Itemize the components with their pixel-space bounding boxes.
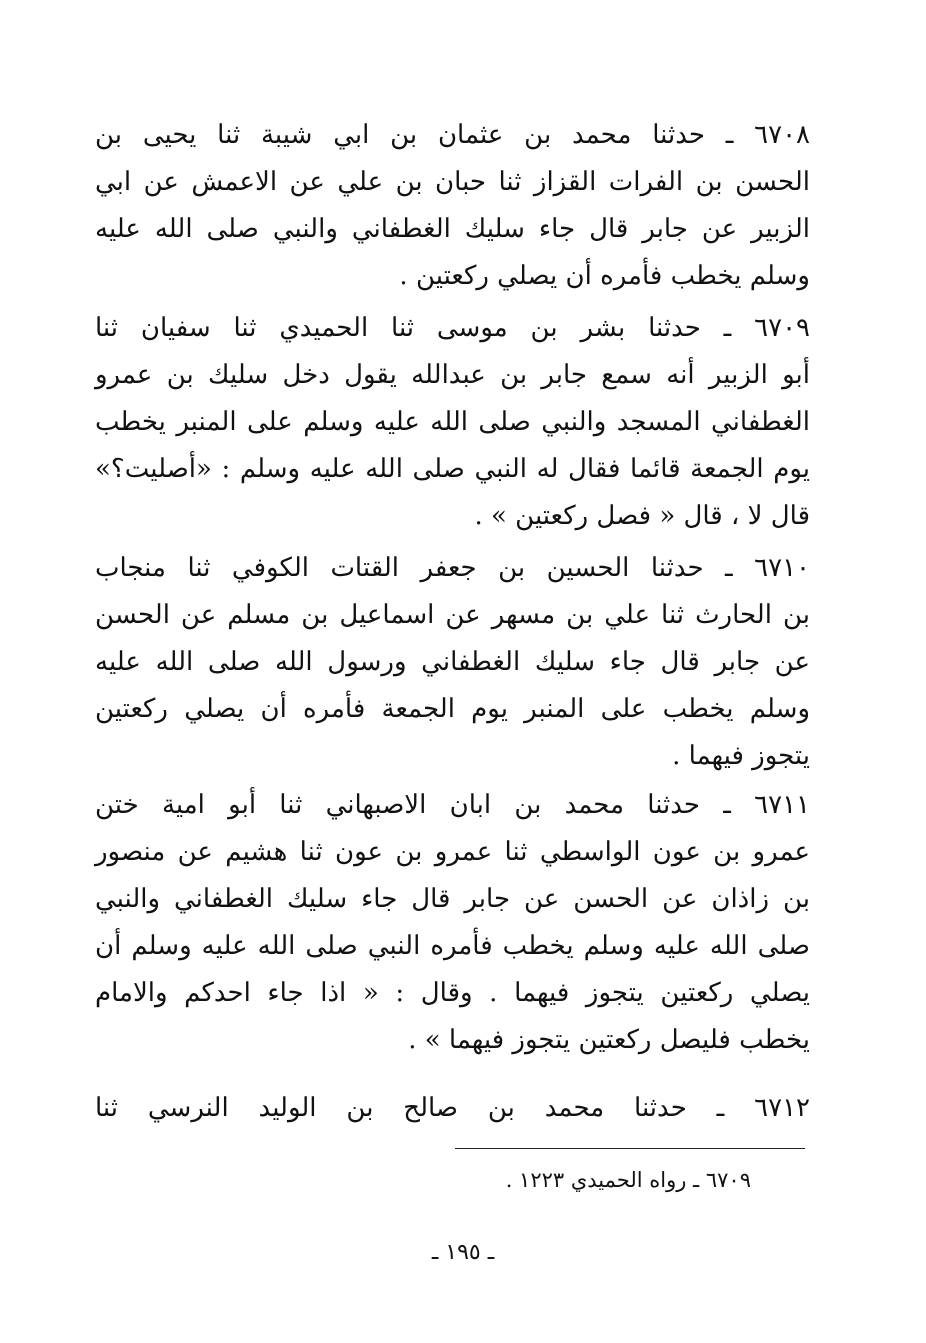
text-line: الحسن بن الفرات القزاز ثنا حبان بن علي عن الاعمش عن ابي xyxy=(95,167,810,197)
hadith-6711 xyxy=(95,782,810,1064)
hadith-6712 xyxy=(95,1085,810,1132)
text-line: وسلم يخطب على المنبر يوم الجمعة فأمره أن يصلي ركعتين xyxy=(95,694,810,724)
text-line: ٦٧٠٩ ـ حدثنا بشر بن موسى ثنا الحميدي ثنا سفيان ثنا xyxy=(95,313,810,343)
text-line: ٦٧١١ ـ حدثنا محمد بن ابان الاصبهاني ثنا أبو امية ختن xyxy=(95,790,810,820)
hadith-6710 xyxy=(95,545,810,780)
text-line: يتجوز فيهما . xyxy=(672,741,810,771)
text-line: الغطفاني المسجد والنبي صلى الله عليه وسلم على المنبر يخطب xyxy=(95,407,810,437)
hadith-6708 xyxy=(95,112,810,300)
text-line: عن جابر قال جاء سليك الغطفاني ورسول الله صلى الله عليه xyxy=(95,647,810,677)
text-line: ٦٧٠٨ ـ حدثنا محمد بن عثمان بن ابي شيبة ثنا يحيى بن xyxy=(95,120,810,150)
text-line: وسلم يخطب فأمره أن يصلي ركعتين . xyxy=(399,261,810,291)
text-line: ٦٧١٠ ـ حدثنا الحسين بن جعفر القتات الكوفي ثنا منجاب xyxy=(95,553,810,583)
text-line: عمرو بن عون الواسطي ثنا عمرو بن عون ثنا هشيم عن منصور xyxy=(95,837,810,867)
page-number: ـ ١٩٥ ـ xyxy=(431,1240,495,1265)
text-line: يصلي ركعتين يتجوز فيهما . وقال : « اذا جاء احدكم والامام xyxy=(95,978,810,1008)
text-line: قال لا ، قال « فصل ركعتين » . xyxy=(474,501,810,531)
footnote: ٦٧٠٩ ـ رواه الحميدي ١٢٢٣ . xyxy=(505,1168,751,1192)
text-line: يوم الجمعة قائما فقال له النبي صلى الله عليه وسلم : «أصليت؟» xyxy=(95,454,810,484)
text-line: بن زاذان عن الحسن عن جابر قال جاء سليك الغطفاني والنبي xyxy=(95,884,810,914)
text-line: الزبير عن جابر قال جاء سليك الغطفاني والنبي صلى الله عليه xyxy=(95,214,810,244)
text-line: يخطب فليصل ركعتين يتجوز فيهما » . xyxy=(408,1025,810,1055)
text-line: بن الحارث ثنا علي بن مسهر عن اسماعيل بن مسلم عن الحسن xyxy=(95,600,810,630)
text-line: أبو الزبير أنه سمع جابر بن عبدالله يقول دخل سليك بن عمرو xyxy=(95,360,810,390)
footnote-divider xyxy=(455,1148,805,1149)
text-line: ٦٧١٢ ـ حدثنا محمد بن صالح بن الوليد النرسي ثنا xyxy=(95,1093,810,1123)
text-line: صلى الله عليه وسلم يخطب فأمره النبي صلى الله عليه وسلم أن xyxy=(95,931,810,961)
hadith-6709 xyxy=(95,305,810,540)
